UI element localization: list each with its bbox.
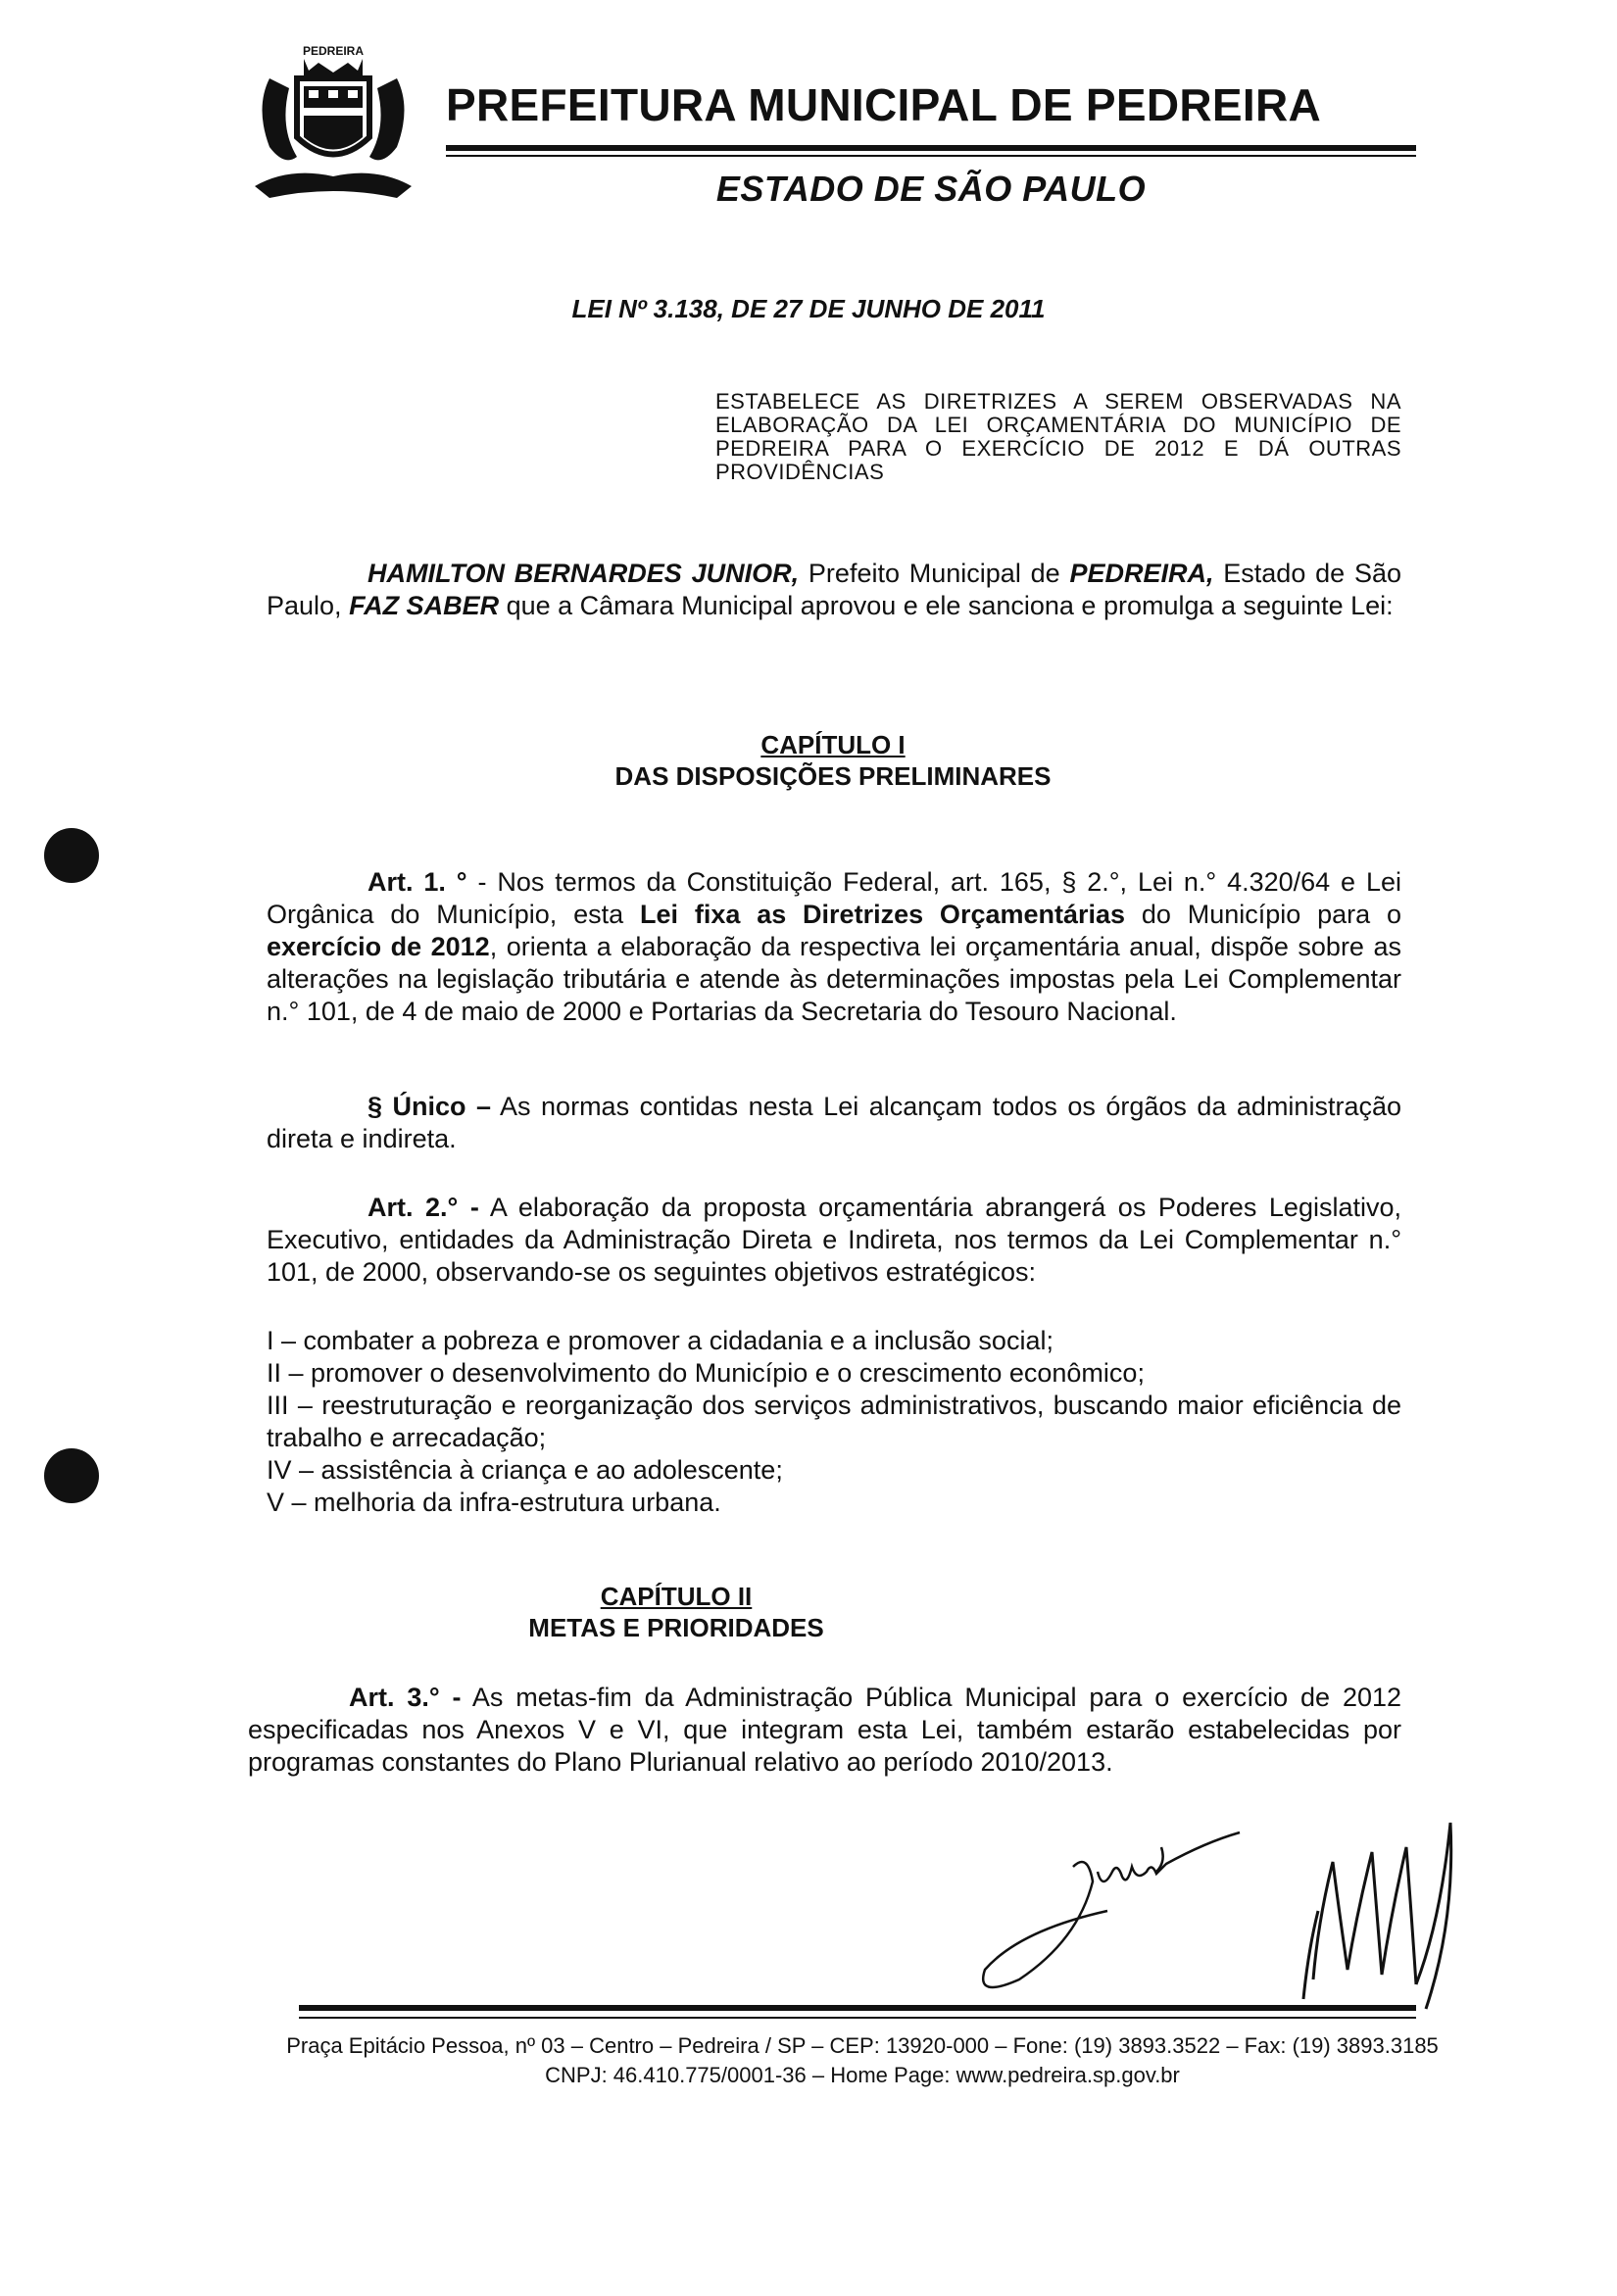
list-item: II – promover o desenvolvimento do Município e o crescimento econômico; [267,1358,1145,1388]
article-3-label: Art. 3.° - [349,1683,462,1712]
chapter-2-number: CAPÍTULO II [600,1582,753,1611]
chapter-1-title: DAS DISPOSIÇÕES PRELIMINARES [614,761,1052,791]
intro-text-3: que a Câmara Municipal aprovou e ele sanciona e promulga a seguinte Lei: [499,591,1394,620]
list-item: V – melhoria da infra-estrutura urbana. [267,1488,721,1517]
article-1-text-3: , orienta a elaboração da respectiva lei orçamentária anual, dispõe sobre as alterações na legislação tributária e atende às determinações impostas pela Lei Complementar n.° 101, de 4 de maio de 2000 e Portarias da Secretaria do Tesouro Nacional. [267,932,1401,1026]
article-2-text: A elaboração da proposta orçamentária abrangerá os Poderes Legislativo, Executivo, entidades da Administração Direta e Indireta, nos termos da Lei Complementar n.° 101, de 2000, observando-se os seguintes objetivos estratégicos: [267,1193,1401,1287]
law-summary: ESTABELECE AS DIRETRIZES A SEREM OBSERVADAS NA ELABORAÇÃO DA LEI ORÇAMENTÁRIA DO MUNICÍPIO DE PEDREIRA PARA O EXERCÍCIO DE 2012 E DÁ OUTRAS PROVIDÊNCIAS [715,389,1401,484]
article-3 [248,1682,1401,1779]
article-2 [267,1192,1401,1289]
punch-hole [44,1448,99,1503]
footer-address: Praça Epitácio Pessoa, nº 03 – Centro – Pedreira / SP – CEP: 13920-000 – Fone: (19) 3893.3522 – Fax: (19) 3893.3185 [286,2033,1439,2058]
chapter-1-number: CAPÍTULO I [760,730,906,759]
article-1-label: Art. 1. ° [368,867,467,897]
municipal-crest-logo [250,39,416,211]
article-1-text-2: do Município para o [1125,900,1402,929]
intro-paragraph [267,558,1401,622]
faz-saber: FAZ SABER [349,591,500,620]
signature-1 [960,1803,1254,1999]
objectives-list [267,1325,1401,1519]
city-name: PEDREIRA, [1069,559,1214,588]
chapter-2-title: METAS E PRIORIDADES [528,1613,824,1642]
list-item: III – reestruturação e reorganização dos serviços administrativos, buscando maior eficiência de trabalho e arrecadação; [267,1391,1401,1452]
chapter-2-heading [0,1581,1509,1643]
crest-banner-text: PEDREIRA [302,44,365,58]
header-divider-thin [446,155,1416,157]
list-item: IV – assistência à criança e ao adolescente; [267,1455,783,1485]
footer-divider-thick [299,2005,1416,2011]
signature-2 [1279,1803,1494,2019]
footer-cnpj: CNPJ: 46.410.775/0001-36 – Home Page: www.pedreira.sp.gov.br [545,2063,1180,2087]
paragraph-unico-text: As normas contidas nesta Lei alcançam todos os órgãos da administração direta e indireta. [267,1092,1401,1153]
article-1 [267,866,1401,1028]
article-1-bold-2: exercício de 2012 [267,932,490,961]
list-item: I – combater a pobreza e promover a cidadania e a inclusão social; [267,1326,1054,1355]
mayor-name: HAMILTON BERNARDES JUNIOR, [368,559,800,588]
article-1-bold-1: Lei fixa as Diretrizes Orçamentárias [640,900,1126,929]
article-1-text-1: - Nos termos da Constituição Federal, art. 165, § 2.°, Lei n.° 4.320/64 e Lei Orgânica do Município, esta [267,867,1401,929]
header-divider-thick [446,145,1416,151]
intro-text-1: Prefeito Municipal de [799,559,1070,588]
org-name-heading: PREFEITURA MUNICIPAL DE PEDREIRA [446,79,1322,130]
intro-text-2: Estado de São Paulo, [267,559,1402,620]
punch-hole [44,828,99,883]
paragraph-unico-label: § Único – [368,1092,492,1121]
law-title: LEI Nº 3.138, DE 27 DE JUNHO DE 2011 [571,294,1046,323]
state-subtitle: ESTADO DE SÃO PAULO [715,169,1147,209]
article-3-text: As metas-fim da Administração Pública Municipal para o exercício de 2012 especificadas nos Anexos V e VI, que integram esta Lei, também estarão estabelecidas por programas constantes do Plano Plurianual relativo ao período 2010/2013. [248,1683,1402,1777]
chapter-1-heading [0,729,1617,792]
article-2-label: Art. 2.° - [368,1193,479,1222]
footer-divider-thin [299,2017,1416,2019]
paragraph-unico [267,1091,1401,1155]
